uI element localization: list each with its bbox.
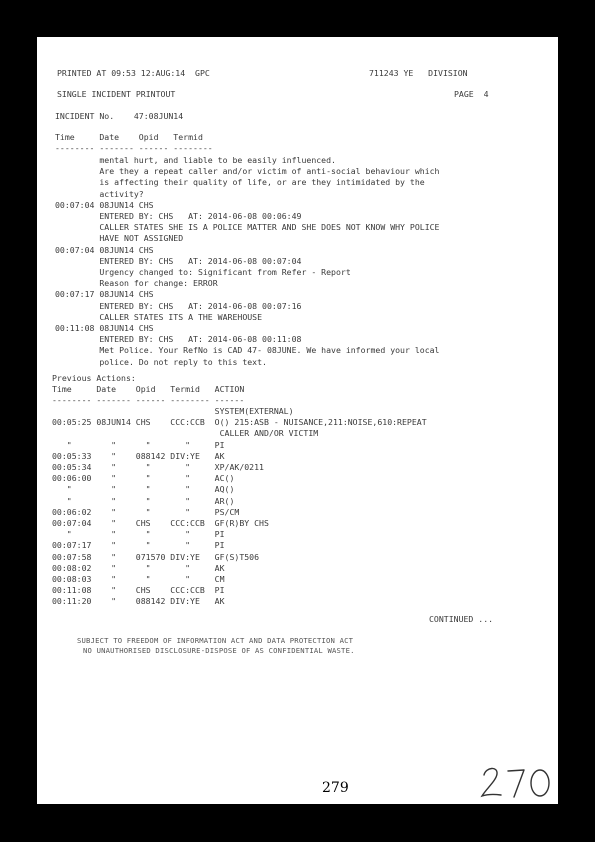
log-line: ENTERED BY: CHS AT: 2014-06-08 00:06:49 (55, 211, 302, 221)
action-row: 00:05:25 08JUN14 CHS CCC:CCB O() 215:ASB - NUISANCE,211:NOISE,610:REPEAT (52, 417, 427, 428)
printout-title: SINGLE INCIDENT PRINTOUT (57, 89, 176, 99)
log-line: ENTERED BY: CHS AT: 2014-06-08 00:07:04 (55, 255, 302, 266)
action-row: 00:07:17 " " " PI (52, 540, 225, 551)
log-line: HAVE NOT ASSIGNED (55, 233, 184, 244)
log-line: Are they a repeat caller and/or victim of anti-social behaviour which (55, 166, 440, 177)
column-divider: -------- ------- ------ -------- (55, 143, 213, 153)
division: 711243 YE DIVISION (369, 68, 468, 78)
previous-actions-title: Previous Actions: (52, 373, 136, 383)
action-row: 00:05:33 " 088142 DIV:YE AK (52, 450, 225, 461)
log-line: 00:11:08 08JUN14 CHS (55, 323, 154, 333)
action-row: 00:06:00 " " " AC() (52, 473, 235, 484)
action-row: 00:08:02 " " " AK (52, 562, 225, 573)
action-row: 00:06:02 " " " PS/CM (52, 506, 240, 517)
action-row: " " " " PI (52, 439, 225, 450)
previous-actions-header: Time Date Opid Termid ACTION (52, 384, 245, 394)
page-number: 279 (322, 780, 349, 796)
log-line: police. Do not reply to this text. (55, 356, 267, 367)
action-row: 00:11:20 " 088142 DIV:YE AK (52, 596, 225, 607)
action-row: CALLER AND/OR VICTIM (52, 428, 319, 439)
action-row: SYSTEM(EXTERNAL) (52, 406, 294, 416)
log-line: Reason for change: ERROR (55, 278, 218, 289)
page-indicator: PAGE 4 (454, 89, 489, 99)
disclaimer-line-1: SUBJECT TO FREEDOM OF INFORMATION ACT AND DATA PROTECTION ACT (77, 636, 354, 645)
log-line: 00:07:04 08JUN14 CHS (55, 244, 154, 255)
printed-at: PRINTED AT 09:53 12:AUG:14 GPC (57, 68, 210, 78)
action-row: 00:11:08 " CHS CCC:CCB PI (52, 585, 225, 596)
log-line: 00:07:17 08JUN14 CHS (55, 289, 154, 300)
action-row: 00:08:03 " " " CM (52, 574, 225, 584)
handwritten-page-number (478, 761, 558, 801)
action-row: " " " " PI (52, 529, 225, 540)
column-header: Time Date Opid Termid (55, 132, 203, 142)
log-line: CALLER STATES SHE IS A POLICE MATTER AND SHE DOES NOT KNOW WHY POLICE (55, 222, 440, 233)
log-line: activity? (55, 188, 144, 199)
action-row: 00:05:34 " " " XP/AK/0211 (52, 462, 264, 472)
log-line: CALLER STATES ITS A THE WAREHOUSE (55, 311, 263, 322)
disclaimer-line-2: NO UNAUTHORISED DISCLOSURE-DISPOSE OF AS CONFIDENTIAL WASTE. (83, 646, 355, 655)
previous-actions-divider: -------- ------- ------ -------- ------ (52, 395, 245, 405)
log-line: Urgency changed to: Significant from Refer - Report (55, 267, 351, 277)
continued-label: CONTINUED ... (429, 614, 494, 624)
action-row: " " " " AQ() (52, 484, 235, 495)
action-row: " " " " AR() (52, 495, 235, 506)
document-page (37, 37, 558, 804)
incident-number: INCIDENT No. 47:08JUN14 (55, 111, 184, 121)
action-row: 00:07:04 " CHS CCC:CCB GF(R)BY CHS (52, 518, 269, 528)
log-line: mental hurt, and liable to be easily influenced. (55, 155, 336, 165)
log-line: Met Police. Your RefNo is CAD 47- 08JUNE. We have informed your local (55, 345, 440, 356)
log-line: ENTERED BY: CHS AT: 2014-06-08 00:11:08 (55, 334, 302, 345)
action-row: 00:07:58 " 071570 DIV:YE GF(S)T506 (52, 551, 260, 562)
log-line: is affecting their quality of life, or are they intimidated by the (55, 177, 425, 188)
log-line: ENTERED BY: CHS AT: 2014-06-08 00:07:16 (55, 300, 302, 311)
log-line: 00:07:04 08JUN14 CHS (55, 199, 154, 210)
